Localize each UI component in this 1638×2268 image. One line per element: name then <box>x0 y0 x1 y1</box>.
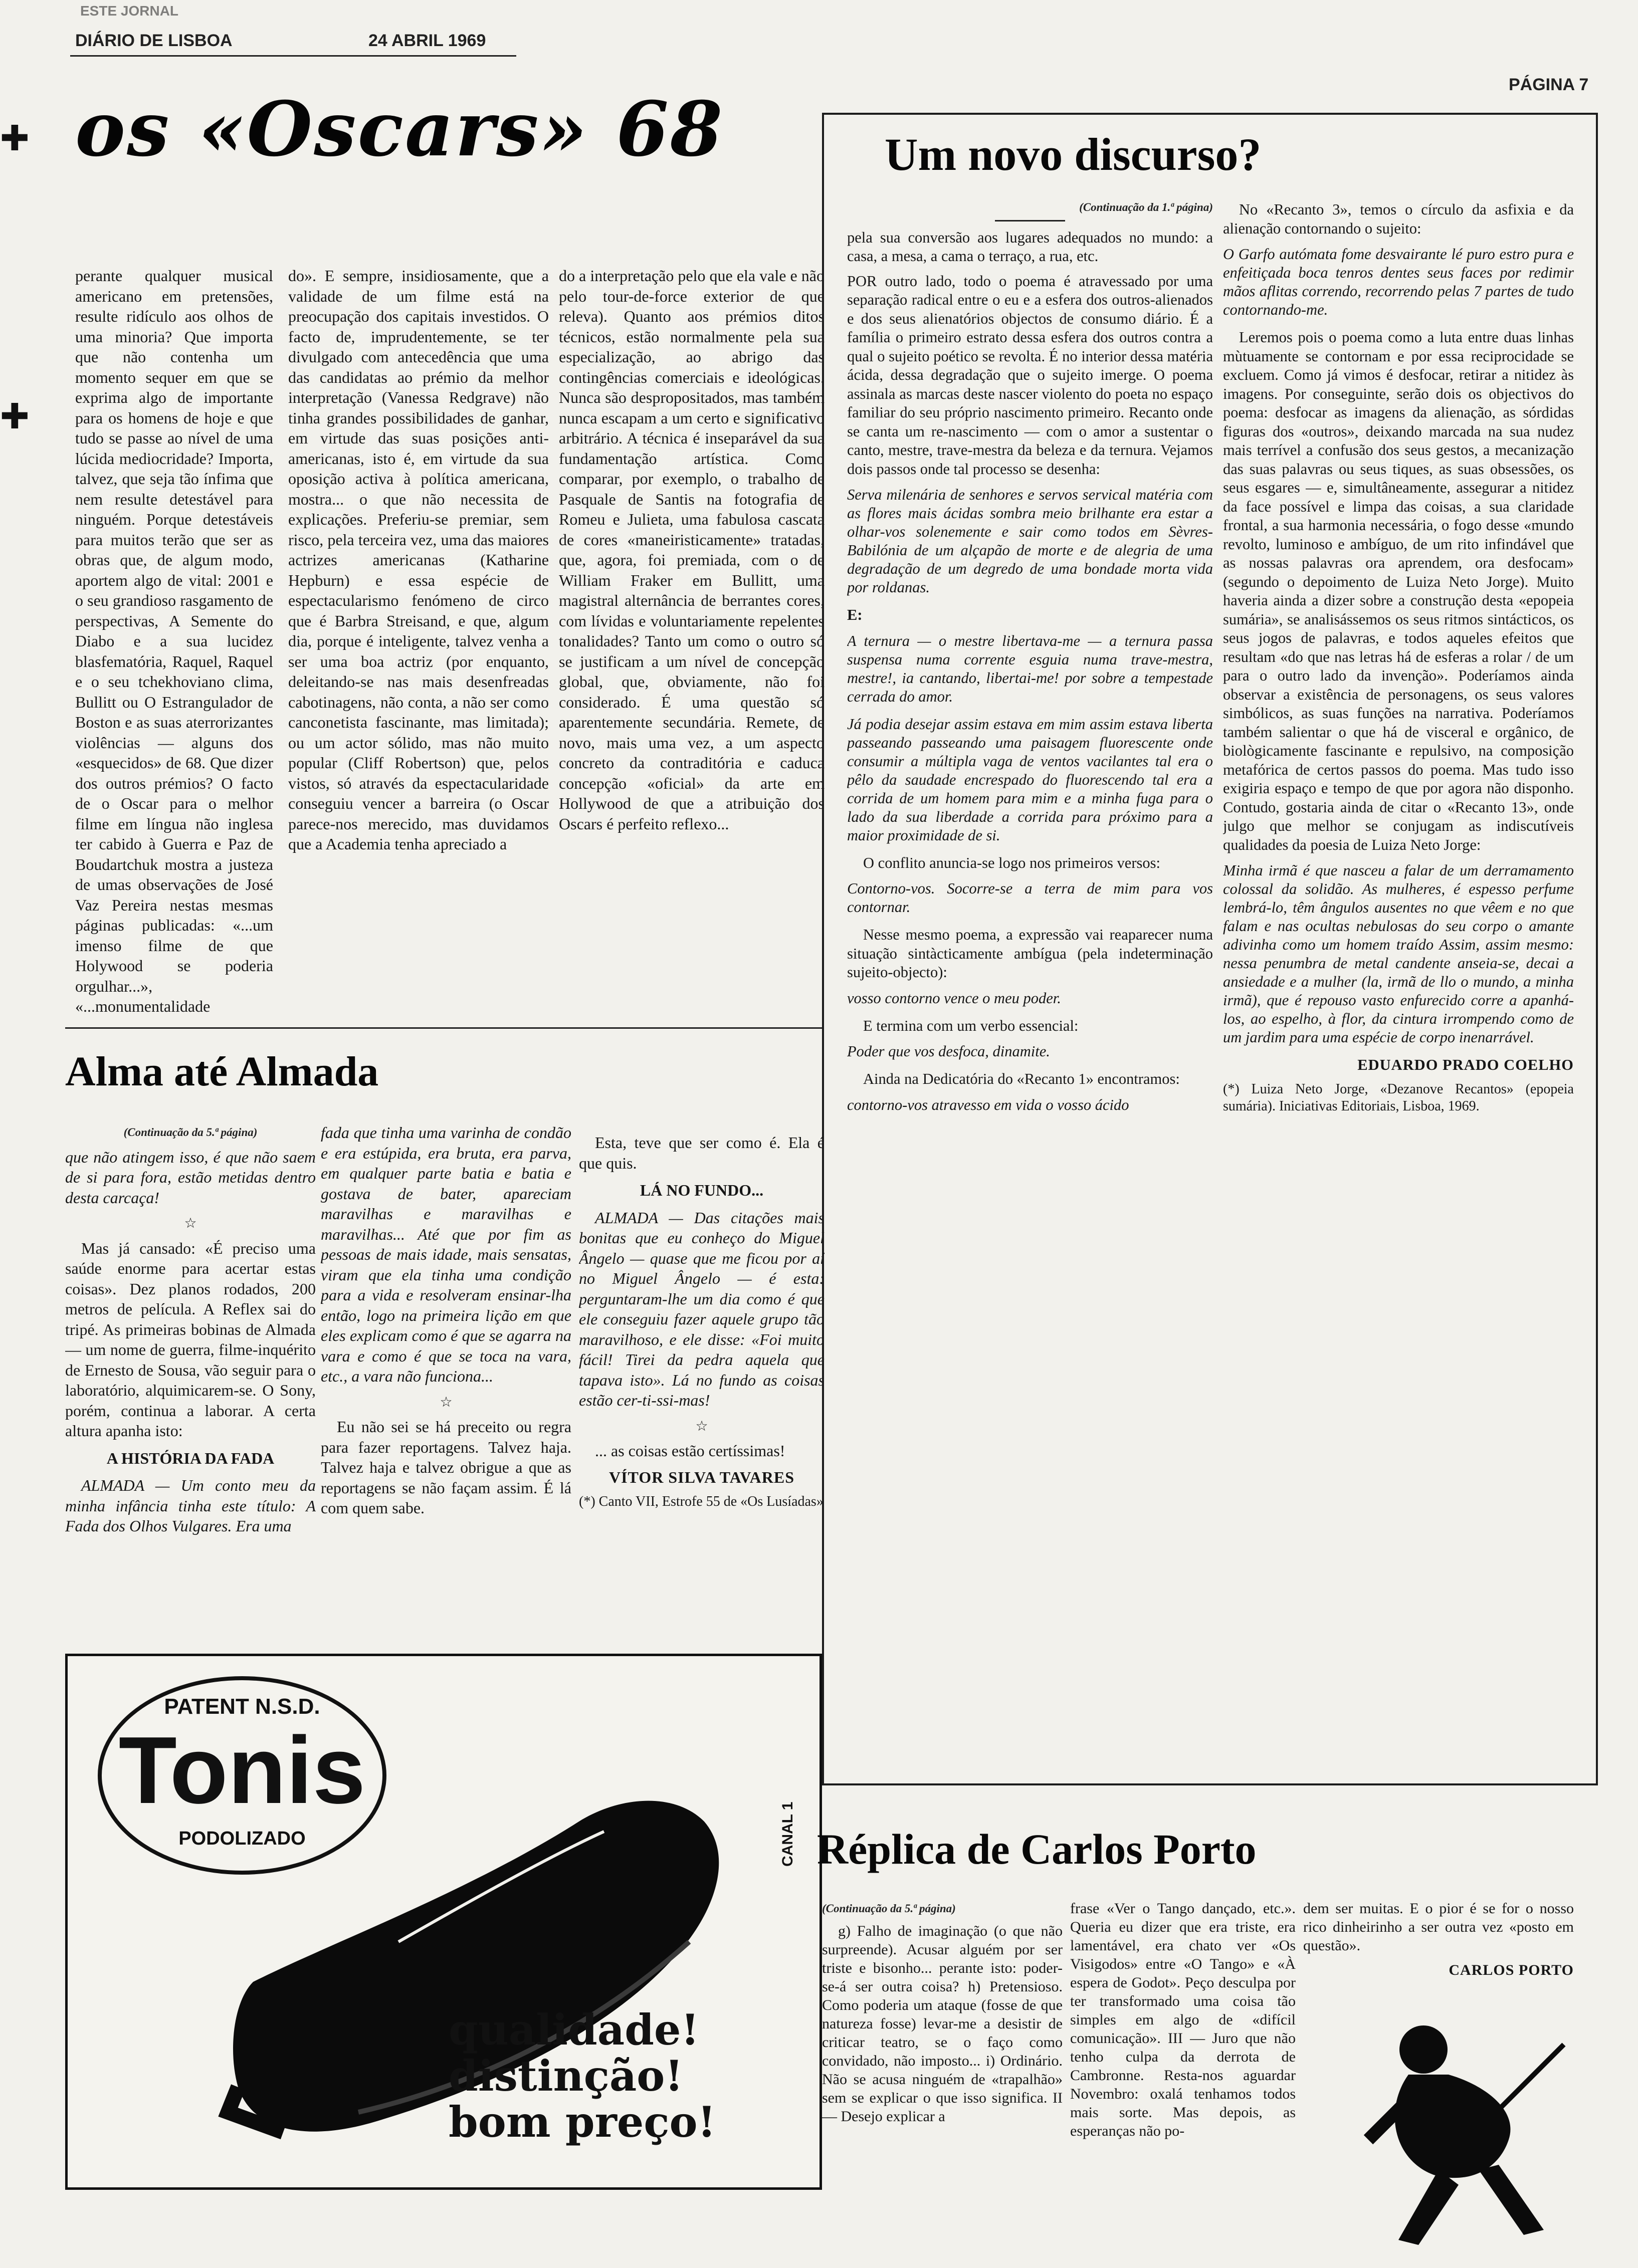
replica-col-3 <box>1303 1899 1574 1999</box>
verse: Contorno-vos. Socorre-se a terra de mim para vos contornar. <box>847 880 1213 916</box>
discurso-col-2 <box>1223 200 1574 1769</box>
star-icon: ☆ <box>184 1216 197 1231</box>
paragraph: pela sua conversão aos lugares adequados no mundo: a casa, a mesa, a cama o terraço, a rua, etc. <box>847 229 1213 265</box>
alma-col-3 <box>579 1132 825 1639</box>
tonis-advertisement <box>65 1654 822 2190</box>
divider <box>995 220 1065 221</box>
page-number: PÁGINA 7 <box>1509 75 1589 94</box>
badge-bottom-text: PODOLIZADO <box>178 1828 306 1849</box>
issue-date: 24 ABRIL 1969 <box>368 31 486 50</box>
footnote: (*) Luiza Neto Jorge, «Dezanove Recantos» (epopeia sumária). Iniciativas Editoriais, Lisboa, 1969. <box>1223 1081 1574 1114</box>
discurso-col-1 <box>847 198 1213 1771</box>
paragraph: Eu não sei se há preceito ou regra para fazer reportagens. Talvez haja. Talvez haja e talvez obrigue a que as reportagens se não façam assim. É lá com quem sabe. <box>321 1418 571 1517</box>
continuation-note: (Continuação da 5.ª página) <box>123 1126 258 1139</box>
paragraph: Esta, teve que ser como é. Ela é que quis. <box>579 1133 825 1172</box>
oscars-col-2 <box>288 266 549 1017</box>
paragraph: Leremos pois o poema como a luta entre duas linhas mùtuamente se contornam e por essa reciprocidade se excluem. Como já vimos é desfocar, retirar a nitidez às imagens. Por conseguinte, serão dois os objectivos do poema: desfocar as imagens da alienação, as sórdidas figuras dos «outros», deixando marcada na sua nudez mais terrível a confusão dos seus gestos, a mecanização das suas palavras ou seus tiques, as suas obsessões, os seus esgares — e, simultâneamente, assegurar a nitidez da face possível e limpa das coisas, a sua claridade frontal, a sua harmonia necessária, o fogo desse «mundo revolto, luminoso e ambíguo, de um rito infindável que as nossas palavras ora aprendem, ora desfocam» (segundo o depoimento de Luiza Neto Jorge). Muito haveria ainda a dizer sobre a construção desta «epopeia sumária», se analisássemos os seus ritmos sintácticos, os seus jogos de palavras, e todos aqueles efeitos que resultam «do que nas letras há de esferas a rolar / de um para o outro lado da invenção». Poderíamos ainda observar a existência de personagens, os seus valores simbólicos, as suas funções na narrativa. Poderíamos também salientar o que há de visceral e orgânico, de biològicamente fascinante e repulsivo, na composição metafórica de certos passos do poema. Mas tudo isso exigiria espaço e tempo de que por agora não disponho. Contudo, gostaria ainda de citar o «Recanto 13», onde julgo que melhor se conjugam as indiscutíveis qualidades da poesia de Luiza Neto Jorge: <box>1223 329 1574 853</box>
paragraph: g) Falho de imaginação (o que não surpreende). Acusar alguém por ser triste e bisonho... perante isto: poder-se-á ser outra coisa? h) Pretensioso. Como poderia um ataque (fosse de que natureza fosse) levar-me a desistir de criticar teatro, se o faço como convidado, não imposto... i) Ordinário. Não se acusa ninguém de «trapalhão» sem se explicar o que isso significa. II — Desejo explicar a <box>822 1923 1063 2125</box>
fencer-illustration <box>1353 2009 1574 2250</box>
star-icon: ☆ <box>440 1394 453 1410</box>
signature: VÍTOR SILVA TAVARES <box>608 1468 795 1486</box>
verse: O Garfo autómata fome desvairante lé puro estro pura e enfeitiçada boca tenros dentes seus faces por redimir mãos aflitas correndo, recorrendo pelas 7 partes de tudo contornando-me. <box>1223 246 1574 318</box>
continuation-note: (Continuação da 1.ª página) <box>1079 201 1213 213</box>
alma-col-2 <box>321 1122 571 1639</box>
verse: Já podia desejar assim estava em mim assim estava liberta passeando passeando uma paisagem fluorescente onde consumir a múltipla vaga de ventos vacilantes tal era o pêlo da saudade encrespado do fluorescendo tal era a corrida de um homem para mim e a minha fuga para o lado da sua liberdade a corrida para próximo para a maior proximidade de si. <box>847 715 1213 844</box>
paragraph: ... as coisas estão certíssimas! <box>595 1442 785 1460</box>
paragraph: que não atingem isso, é que não saem de si para fora, estão metidas dentro desta carcaça! <box>65 1148 316 1207</box>
brand-logo: Tonis <box>118 1717 366 1824</box>
section-divider <box>65 1027 822 1029</box>
oscars-col-1 <box>75 266 273 1017</box>
replica-col-2 <box>1070 1899 1296 2260</box>
oscars-headline: os «Oscars» 68 <box>75 85 724 173</box>
paragraph: ALMADA — Das citações mais bonitas que eu conheço do Miguel Ângelo — quase que me ficou por aí no Miguel Ângelo — é esta: perguntaram-lhe um dia como é que ele conseguiu fazer aquele grupo tão maravilhoso, e ele disse: «Foi muito fácil! Tirei da pedra aquela que tapava isto». Lá no fundo as coisas estão cer-ti-ssi-mas! <box>579 1208 825 1409</box>
verse: contorno-vos atravesso em vida o vosso ácido <box>847 1096 1129 1113</box>
continuation-note: (Continuação da 5.ª página) <box>822 1902 956 1915</box>
paragraph: No «Recanto 3», temos o círculo da asfixia e da alienação contornando o sujeito: <box>1223 201 1574 237</box>
slogan-line: distinção! <box>449 2051 684 2101</box>
subheading: A HISTÓRIA DA FADA <box>106 1449 275 1467</box>
paragraph: ALMADA — Um conto meu da minha infância tinha este título: A Fada dos Olhos Vulgares. Era uma <box>65 1476 316 1535</box>
paragraph: do a interpretação pelo que ela vale e não pelo tour-de-force exterior de que releva). Quanto aos prémios ditos técnicos, estão normalmente pela sua especialização, ao abrigo das contingências comerciais e ideológicas. Nunca são despropositados, mas também nunca escapam a um certo e significativo arbitrário. A técnica é inseparável da sua fundamentação artística. Como comparar, por exemplo, o trabalho de Pasquale de Santis na fotografia de Romeu e Julieta, uma fabulosa cascata de cores «maneiristicamente» tratadas, que, agora, foi premiada, com o de William Fraker em Bullitt, uma magistral alternância de berrantes cores, com lívidas e voluntariamente repelentes tonalidades? Tanto um como o outro só se justificam a um nível de concepção global, que, obviamente, não foi considerado. É uma questão só aparentemente secundária. Remete, de novo, mais uma vez, a um aspecto concreto da contraditória e caduca concepção «oficial» da arte em Hollywood de que a atribuição dos Oscars é perfeito reflexo... <box>559 267 825 833</box>
alma-headline: Alma até Almada <box>65 1048 379 1095</box>
masthead-rule <box>70 55 516 57</box>
replica-headline: Réplica de Carlos Porto <box>817 1825 1257 1873</box>
slogan-line: bom preço! <box>449 2097 716 2147</box>
paragraph: dem ser muitas. E o pior é se for o nosso rico dinheirinho a ser outra vez «posto em questão». <box>1303 1900 1574 1954</box>
alma-col-1 <box>65 1122 316 1639</box>
verse: Poder que vos desfoca, dinamite. <box>847 1043 1050 1060</box>
badge-top-text: PATENT N.S.D. <box>164 1694 320 1719</box>
paragraph: E termina com um verbo essencial: <box>863 1017 1079 1034</box>
paragraph: POR outro lado, todo o poema é atravessado por uma separação radical entre o eu e a esfera dos outros-alienados e dos seus alienatórios objectos de consumo diário. É a família o primeiro estrato dessa esfera dos outros contra a qual o sujeito poético se revolta. É no interior dessa matéria ácida, dessa degradação que o sujeito imerge. O poema assinala as marcas deste nascer violento do poeta no espaço familiar do seu próprio nascimento primeiro. Recanto onde se canta um re-nascimento — com o amor a sustentar o canto, mestre, trave-mestra da beleza e da ternura. Vejamos dois passos onde tal processo se desenha: <box>847 272 1213 478</box>
label: E: <box>847 606 863 623</box>
paragraph: Ainda na Dedicatória do «Recanto 1» encontramos: <box>863 1070 1180 1087</box>
margin-mark-icon: ✚ <box>0 396 30 437</box>
verse: A ternura — o mestre libertava-me — a ternura passa suspensa numa corrente esguia numa trave-mestra, mestre!, ia cantando, libertai-me! por sobre a tempestade cerrada do amor. <box>847 632 1213 705</box>
replica-col-1 <box>822 1899 1063 2260</box>
paragraph: do». E sempre, insidiosamente, que a validade de um filme está na preocupação dos capitais investidos. O facto de, imprudentemente, se ter divulgado com antecedência que uma das candidatas ao prémio da melhor interpretação (Vanessa Redgrave) não tinha grandes possibilidades de ganhar, em virtude das suas posições anti-americanas, isto é, em virtude da sua oposição activa à política americana, mostra... o que não necessita de explicações. Preferiu-se premiar, sem risco, pela terceira vez, uma das maiores actrizes americanas (Katharine Hepburn) e essa espécie de espectacularismo fenómeno de circo que é Barbra Streisand, e que, algum dia, porque é inteligente, talvez venha a ser uma boa actriz (por enquanto, deleitando-se nas mais desenfreadas cabotinagens, não conta, a não ser como canconetista fascinante, mas limitada); ou um actor sólido, mas não muito popular (Cliff Robertson) que, pelos vistos, só através da espectacularidade conseguiu vencer a barreira (o Oscar parece-nos merecido, mas duvidamos que a Academia tenha apreciado a <box>288 267 549 853</box>
signature: CARLOS PORTO <box>1449 1962 1574 1978</box>
paragraph: perante qualquer musical americano em pretensões, resulte ridículo aos olhos de uma minoria? Que importa que não contenha um momento sequer em que se exprima algo de importante para os homens de hoje e que tudo se passe ao nível de uma lúcida mediocridade? Importa, talvez, que seja tão ínfima que nem resulte detestável para ninguém. Porque detestáveis para muitos terão que ser as obras que, de algum modo, aportem algo de vital: 2001 e o seu grandioso rasgamento de perspectivas, A Semente do Diabo e a sua lucidez blasfematória, Raquel, Raquel e o seu tchekhoviano clima, Bullitt ou O Estrangulador de Boston e as suas aterrorizantes violências — alguns dos «esquecidos» de 68. Que dizer dos outros prémios? O facto de o Oscar para o melhor filme em língua não inglesa ter cabido à Guerra e Paz de Boudartchuk mostra a justeza de umas observações de José Vaz Pereira nestas mesmas páginas publicadas: «...um imenso filme de que Holywood se poderia orgulhar...», «...monumentalidade <box>75 267 273 1015</box>
paper-name: DIÁRIO DE LISBOA <box>75 31 233 50</box>
verse: Minha irmã é que nasceu a falar de um derramamento colossal da solidão. As mulheres, é espesso perfume lembrá-lo, têm ângulos ausentes no que vêem e no que falam e nas ocultas nebulosas do seu corpo o amante adivinha como um homem traído Assim, assim mesmo: nessa penumbra de metal candente anseia-se, decai a ansiedade e a mulher (la, irmã de llo o mundo, a minha irmã), que é repouso vasto enfurecido corre a apanhá-los, ao espelho, à flor, da cintura irrompendo como de um jardim para uma espécie de corpo inenarrável. <box>1223 862 1574 1046</box>
subheading: LÁ NO FUNDO... <box>640 1181 764 1199</box>
signature: EDUARDO PRADO COELHO <box>1357 1056 1574 1073</box>
side-label: CANAL 1 <box>779 1801 796 1867</box>
oscars-col-3 <box>559 266 825 1017</box>
star-icon: ☆ <box>695 1418 708 1434</box>
paragraph: Mas já cansado: «É preciso uma saúde enorme para acertar estas coisas». Dez planos rodados, 200 metros de película. A Reflex sai do tripé. As primeiras bobinas de Almada — um nome de guerra, filme-inquérito de Ernesto de Sousa, vão seguir para o laboratório, alquimicarem-se. O Sony, porém, continua a laborar. A certa altura apanha isto: <box>65 1239 316 1440</box>
top-strip: ESTE JORNAL <box>80 3 179 19</box>
paragraph: fada que tinha uma varinha de condão e era estúpida, era bruta, era parva, em qualquer parte batia e batia e gostava de bater, apareciam maravilhas e maravilhas e maravilhas... Até que por fim as pessoas de mais idade, mais sensatas, viram que ela tinha uma condição para a vida e resolveram ensinar-lha então, logo na primeira lição em que eles explicam como é que se agarra na vara e como é que se toca na vara, etc., a vara não funciona... <box>321 1123 571 1385</box>
paragraph: frase «Ver o Tango dançado, etc.». Queria eu dizer que era triste, era lamentável, era chato ver «Os Visigodos» entre «O Tango» e «À espera de Godot». Peço desculpa por ter transformado uma coisa tão simples em algo de «difícil comunicação». III — Juro que não tenho culpa da derrota de Cambronne. Resta-nos aguardar Novembro: oxalá tenhamos todos mais sorte. Mas depois, as esperanças não po- <box>1070 1900 1296 2139</box>
paragraph: O conflito anuncia-se logo nos primeiros versos: <box>863 854 1160 871</box>
footnote: (*) Canto VII, Estrofe 55 de «Os Lusíadas» <box>579 1494 824 1509</box>
slogan-line: qualidade! <box>449 2005 700 2055</box>
margin-mark-icon: ✚ <box>0 118 30 159</box>
verse: vosso contorno vence o meu poder. <box>847 989 1061 1007</box>
discurso-headline: Um novo discurso? <box>885 129 1262 180</box>
verse: Serva milenária de senhores e servos servical matéria com as flores mais ácidas sombra meio brilhante era estar a olhar-vos solenemente e sair como todos em Sèvres-Babilónia de um alçapão de morte e de alegria de uma degradação de um degredo de uma bondade morta vida por roldanas. <box>847 486 1213 596</box>
ad-slogan <box>449 2007 716 2145</box>
paragraph: Nesse mesmo poema, a expressão vai reaparecer numa situação sintàcticamente ambígua (pela indeterminação sujeito-objecto): <box>847 926 1213 981</box>
